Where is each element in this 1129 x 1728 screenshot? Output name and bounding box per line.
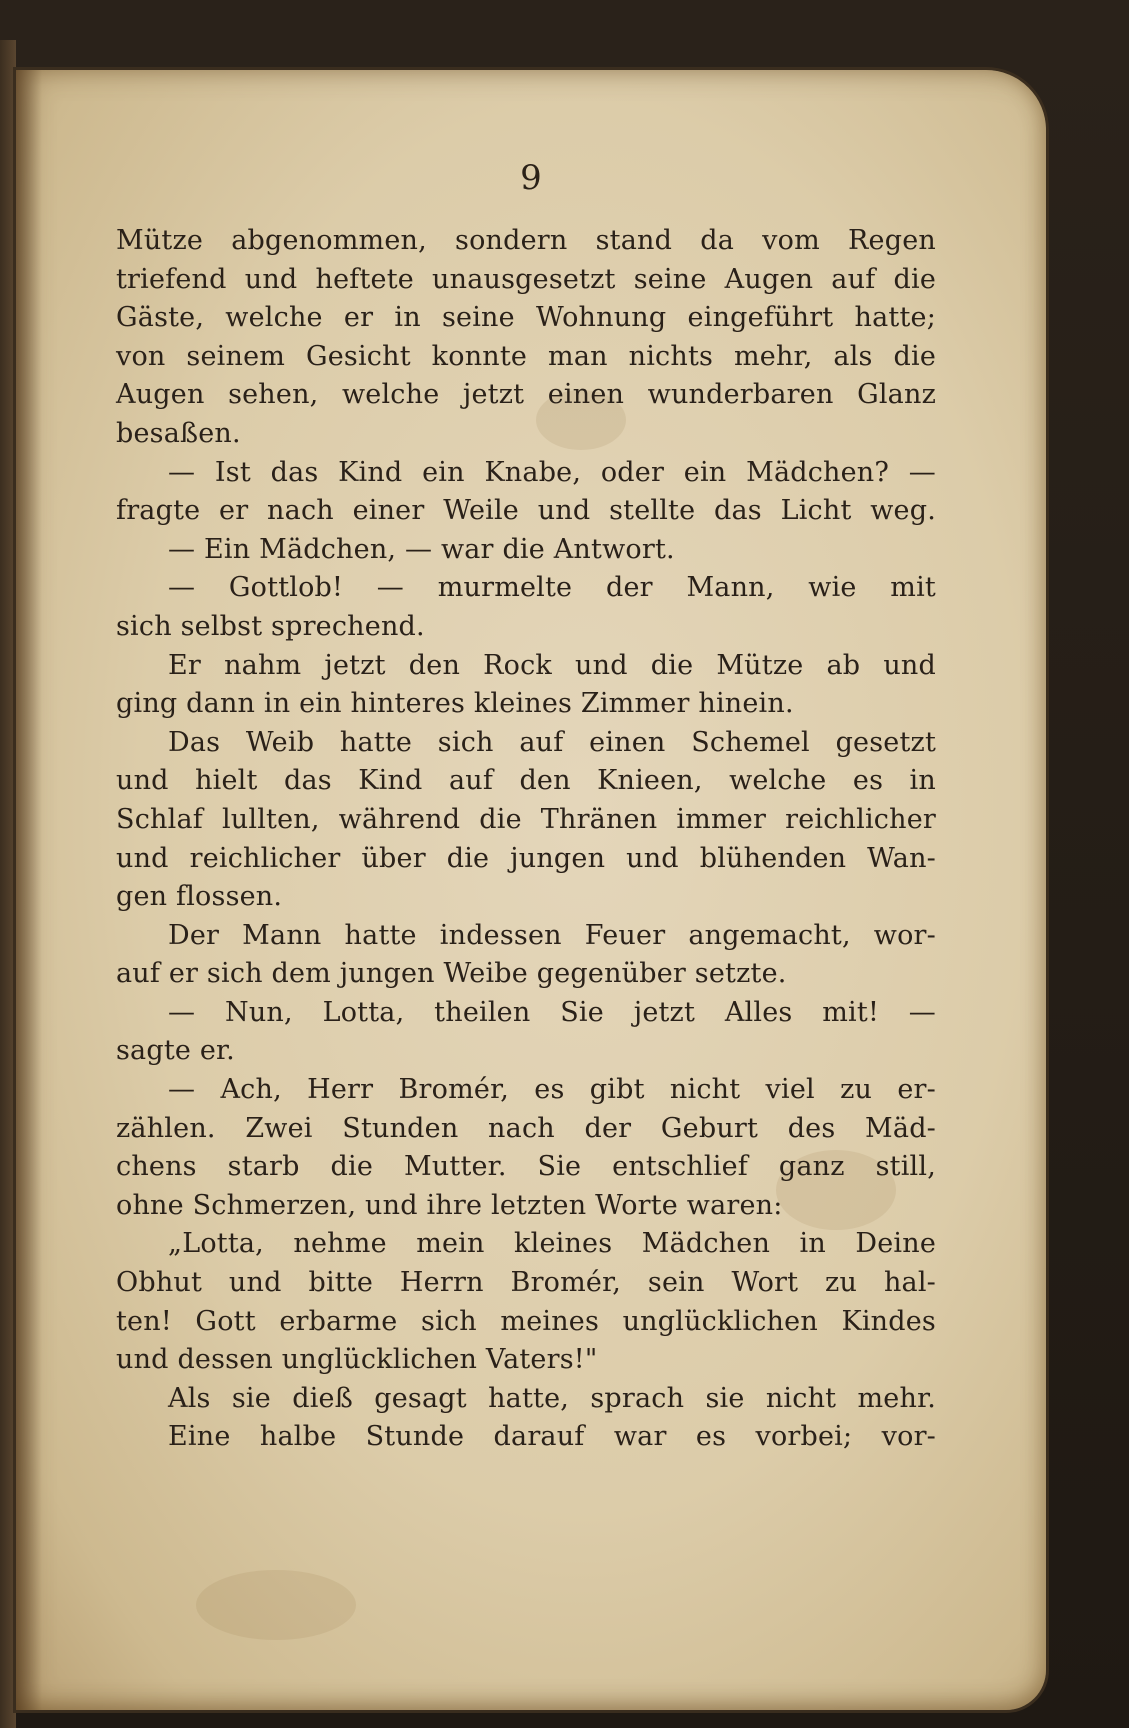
paper-stain (196, 1570, 356, 1640)
text-line: und dessen unglücklichen Vaters!" (116, 1344, 598, 1376)
page-number: 9 (520, 158, 542, 198)
text-line: chens starb die Mutter. Sie entschlief ganz still, (116, 1151, 936, 1183)
text-line: Mütze abgenommen, sondern stand da vom Regen (116, 225, 936, 256)
text-line: ten! Gott erbarme sich meines unglücklichen Kindes (116, 1305, 936, 1337)
text-line: zählen. Zwei Stunden nach der Geburt des Mäd- (116, 1112, 936, 1144)
text-line: sagte er. (116, 1035, 235, 1067)
text-line: Er nahm jetzt den Rock und die Mütze ab und (168, 649, 936, 681)
text-line: Schlaf lullten, während die Thränen immer reichlicher (116, 803, 936, 835)
text-line: gen flossen. (116, 881, 283, 913)
text-line: Als sie dieß gesagt hatte, sprach sie nicht mehr. (168, 1382, 936, 1414)
text-line: Augen sehen, welche jetzt einen wunderbaren Glanz (116, 379, 936, 411)
body-text (116, 222, 936, 1457)
text-line: sich selbst sprechend. (116, 610, 425, 642)
text-line: triefend und heftete unausgesetzt seine Augen auf die (116, 263, 936, 295)
text-line: Der Mann hatte indessen Feuer angemacht, wor- (168, 919, 936, 951)
text-line: von seinem Gesicht konnte man nichts mehr, als die (116, 340, 936, 372)
text-line: fragte er nach einer Weile und stellte das Licht weg. (116, 495, 936, 527)
book-page (16, 70, 1046, 1710)
text-line: — Gottlob! — murmelte der Mann, wie mit (168, 572, 936, 604)
text-line: — Ach, Herr Bromér, es gibt nicht viel zu er- (168, 1074, 936, 1106)
text-line: — Nun, Lotta, theilen Sie jetzt Alles mit! — (168, 996, 936, 1028)
text-line: und reichlicher über die jungen und blühenden Wan- (116, 842, 936, 874)
text-line: Das Weib hatte sich auf einen Schemel gesetzt (168, 726, 936, 758)
text-line: ohne Schmerzen, und ihre letzten Worte waren: (116, 1189, 783, 1221)
text-line: auf er sich dem jungen Weibe gegenüber setzte. (116, 958, 787, 990)
text-line: — Ein Mädchen, — war die Antwort. (168, 533, 675, 565)
text-line: Eine halbe Stunde darauf war es vorbei; vor- (168, 1421, 936, 1453)
text-line: besaßen. (116, 417, 241, 449)
text-line: — Ist das Kind ein Knabe, oder ein Mädchen? — (168, 456, 936, 488)
text-line: ging dann in ein hinteres kleines Zimmer hinein. (116, 688, 794, 720)
text-line: und hielt das Kind auf den Knieen, welche es in (116, 765, 936, 797)
book-spine (0, 40, 16, 1728)
text-line: Gäste, welche er in seine Wohnung eingeführt hatte; (116, 302, 936, 334)
text-line: Obhut und bitte Herrn Bromér, sein Wort zu hal- (116, 1267, 936, 1299)
text-line: „Lotta, nehme mein kleines Mädchen in Deine (168, 1228, 936, 1260)
